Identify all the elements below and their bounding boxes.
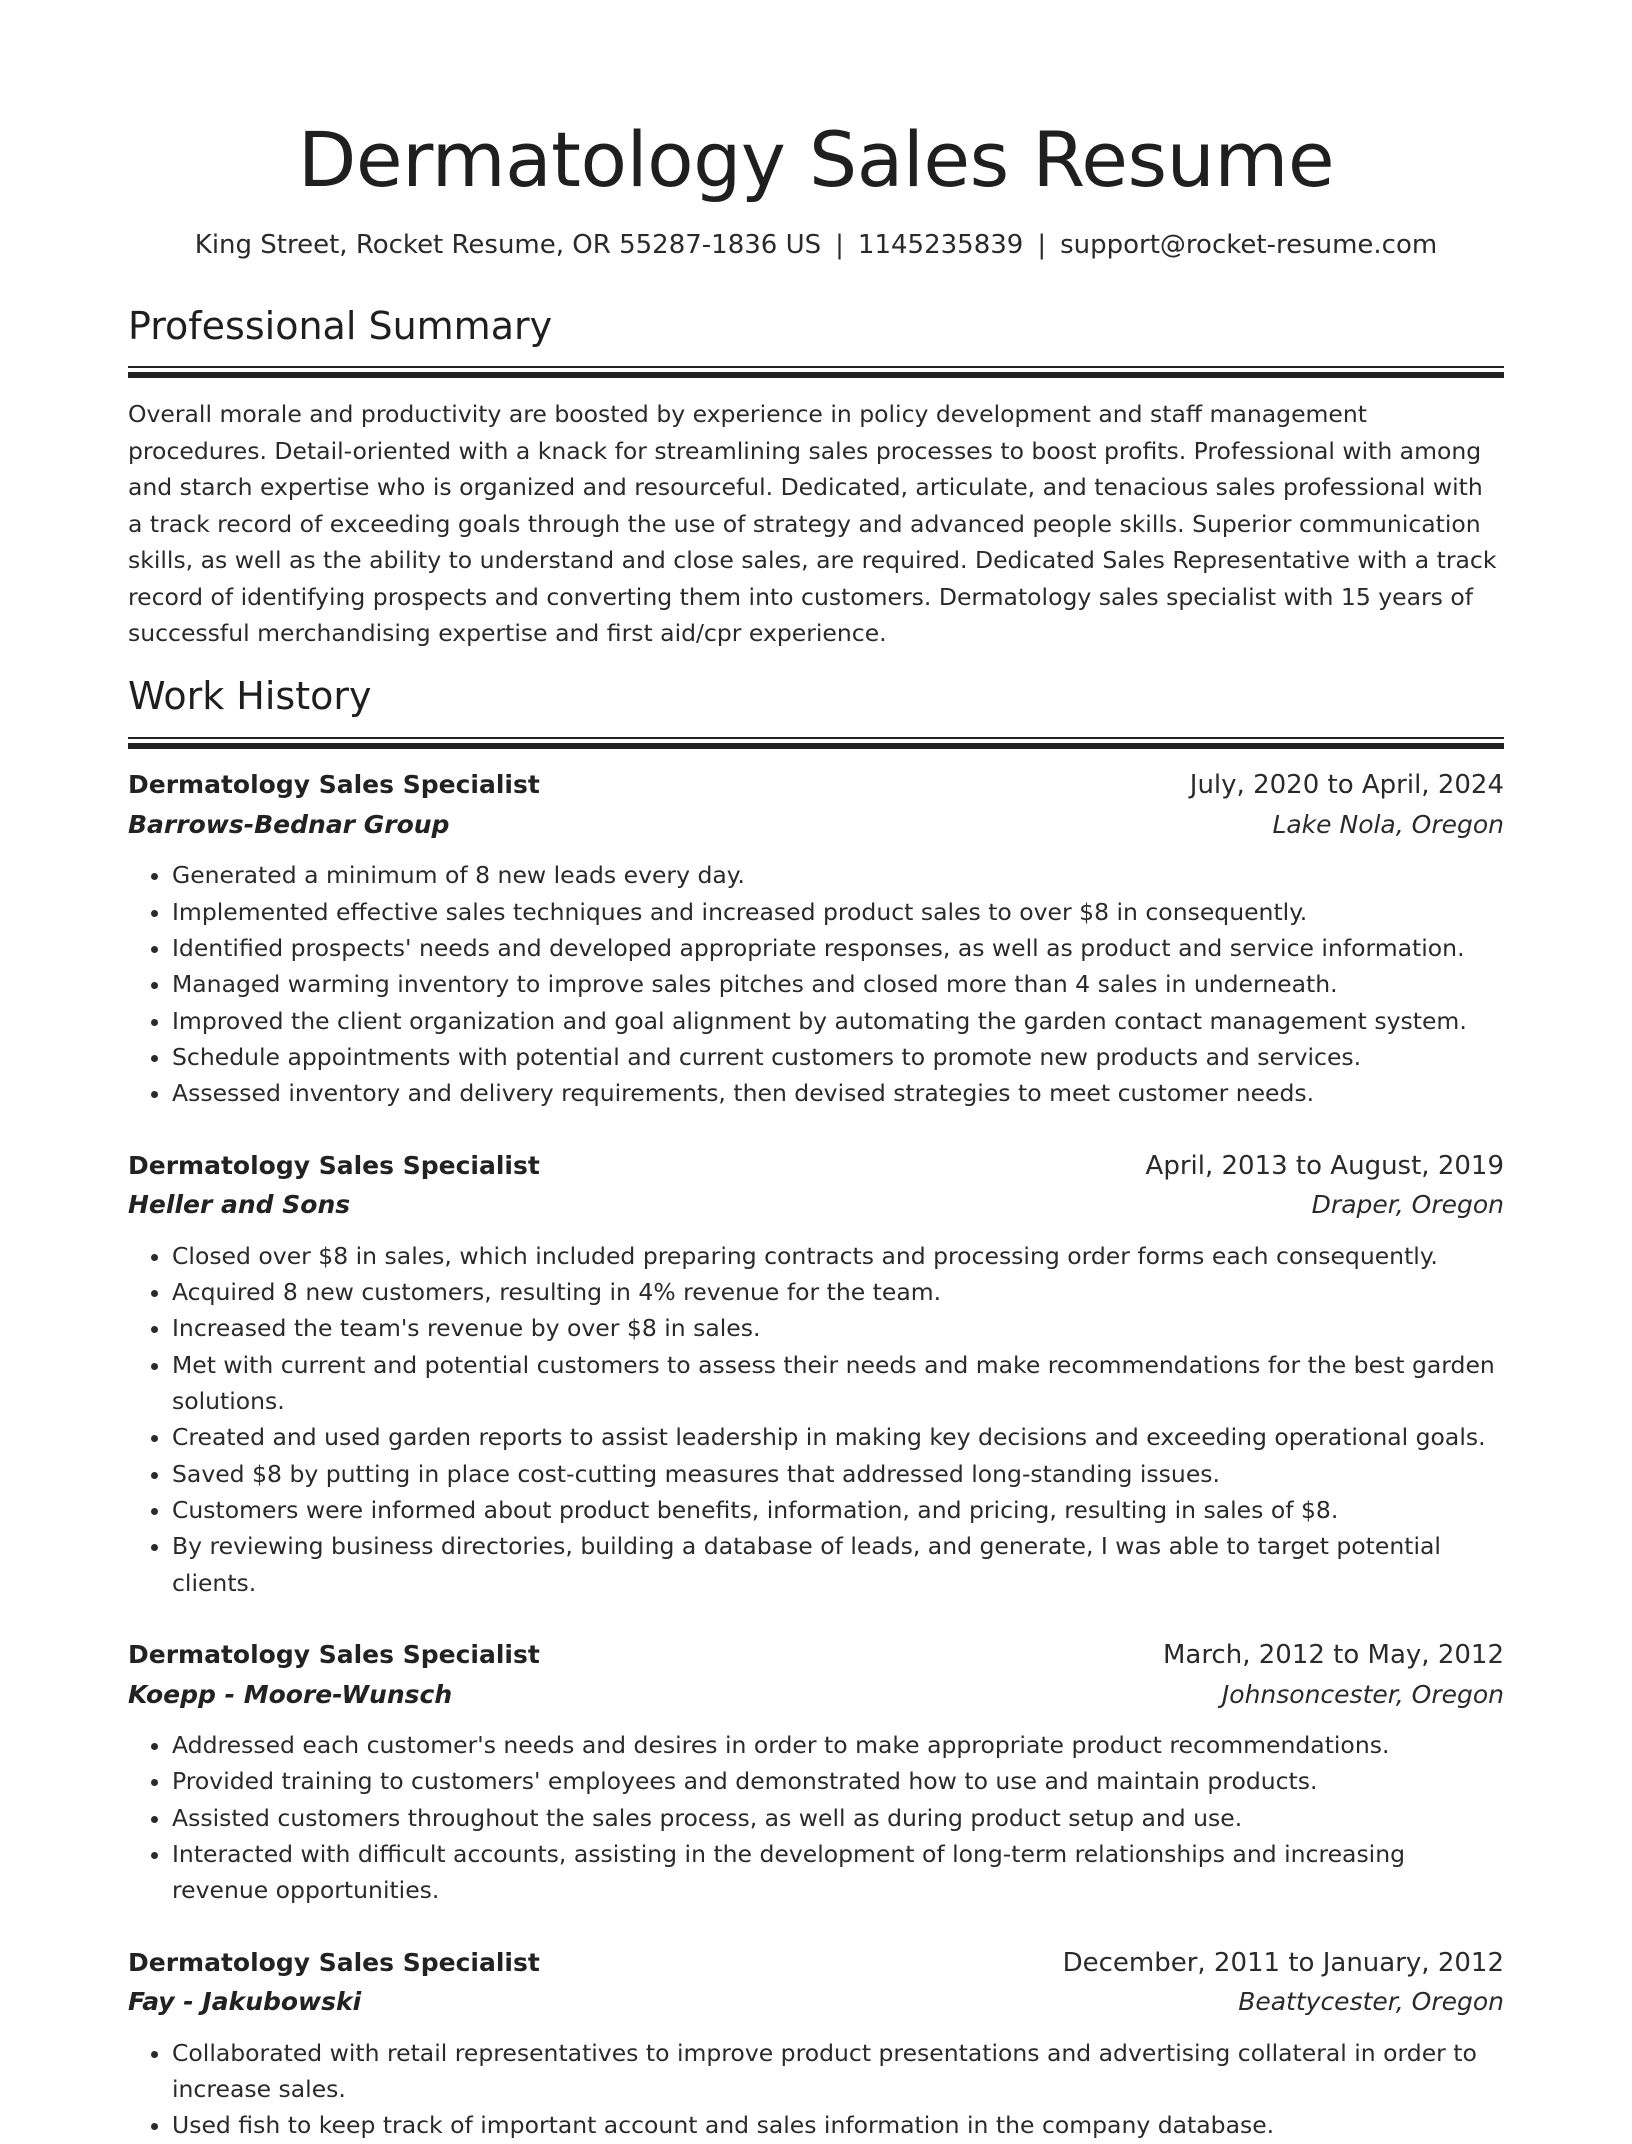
work-history-heading: Work History <box>128 674 372 719</box>
job-header-row <box>128 769 1504 803</box>
job-bullet: • Met with current and potential customers to assess their needs and make recommendations for the best garden solutions. <box>172 1347 1504 1420</box>
job-dates: December, 2011 to January, 2012 <box>1062 1947 1504 1978</box>
job-bullet: • Addressed each customer's needs and desires in order to make appropriate product recommendations. <box>172 1727 1504 1763</box>
job-bullets <box>128 857 1504 1111</box>
job-bullets <box>128 2035 1504 2144</box>
job-title: Dermatology Sales Specialist <box>128 1947 540 1977</box>
job-bullet: • Implemented effective sales techniques and increased product sales to over $8 in consequently. <box>172 894 1504 930</box>
job-bullet: • Identified prospects' needs and developed appropriate responses, as well as product and service information. <box>172 930 1504 966</box>
job-bullet: • Collaborated with retail representatives to improve product presentations and advertising collateral in order to increase sales. <box>172 2035 1504 2108</box>
job-bullets <box>128 1238 1504 1601</box>
job-bullet: • Generated a minimum of 8 new leads every day. <box>172 857 1504 893</box>
job-title: Dermatology Sales Specialist <box>128 1150 540 1180</box>
job-location: Draper, Oregon <box>1311 1190 1504 1220</box>
job-bullet: • Used fish to keep track of important account and sales information in the company database. <box>172 2107 1504 2143</box>
job-bullet: • Acquired 8 new customers, resulting in 4% revenue for the team. <box>172 1274 1504 1310</box>
job-title: Dermatology Sales Specialist <box>128 770 540 800</box>
contact-separator: | <box>1037 229 1047 260</box>
job-title: Dermatology Sales Specialist <box>128 1639 540 1669</box>
job-header-row <box>128 1947 1504 1981</box>
resume-title: Dermatology Sales Resume <box>297 115 1335 204</box>
contact-line <box>128 230 1504 261</box>
job-location: Beattycester, Oregon <box>1238 1987 1504 2017</box>
job-bullet: • Saved $8 by putting in place cost-cutting measures that addressed long-standing issues. <box>172 1456 1504 1492</box>
job-company: Koepp - Moore-Wunsch <box>128 1679 453 1709</box>
job-bullet: • Schedule appointments with potential and current customers to promote new products and services. <box>172 1039 1504 1075</box>
job-entry <box>128 769 1504 1111</box>
job-subheader-row <box>128 1679 1504 1712</box>
job-entry <box>128 1947 1504 2144</box>
job-company: Heller and Sons <box>128 1190 351 1220</box>
job-bullet: • Created and used garden reports to assist leadership in making key decisions and exceeding operational goals. <box>172 1419 1504 1455</box>
job-subheader-row <box>128 809 1504 842</box>
contact-phone: 1145235839 <box>857 229 1024 260</box>
job-entry <box>128 1639 1504 1909</box>
job-company: Fay - Jakubowski <box>128 1987 362 2017</box>
job-bullets <box>128 1727 1504 1908</box>
job-location: Lake Nola, Oregon <box>1272 809 1504 839</box>
job-bullet: • By reviewing business directories, building a database of leads, and generate, I was able to target potential clients. <box>172 1528 1504 1601</box>
job-dates: March, 2012 to May, 2012 <box>1162 1639 1504 1670</box>
work-history-list <box>128 769 1504 2144</box>
summary-heading: Professional Summary <box>128 303 553 348</box>
contact-email: support@rocket-resume.com <box>1060 229 1438 260</box>
job-subheader-row <box>128 1189 1504 1222</box>
job-location: Johnsoncester, Oregon <box>1221 1679 1504 1709</box>
job-bullet: • Assessed inventory and delivery requirements, then devised strategies to meet customer needs. <box>172 1075 1504 1111</box>
job-header-row <box>128 1639 1504 1673</box>
section-divider <box>128 737 1504 749</box>
job-bullet: • Closed over $8 in sales, which included preparing contracts and processing order forms each consequently. <box>172 1238 1504 1274</box>
resume-page <box>128 115 1504 2144</box>
contact-separator: | <box>835 229 844 260</box>
job-bullet: • Interacted with difficult accounts, assisting in the development of long-term relationships and increasing revenue opportunities. <box>172 1836 1504 1909</box>
job-bullet: • Provided training to customers' employees and demonstrated how to use and maintain products. <box>172 1763 1504 1799</box>
job-dates: July, 2020 to April, 2024 <box>1189 770 1504 801</box>
contact-address: King Street, Rocket Resume, OR 55287-1836 US <box>194 229 822 260</box>
section-divider <box>128 366 1504 378</box>
job-bullet: • Increased the team's revenue by over $8 in sales. <box>172 1310 1504 1346</box>
job-dates: April, 2013 to August, 2019 <box>1145 1150 1504 1181</box>
job-header-row <box>128 1150 1504 1184</box>
job-entry <box>128 1150 1504 1601</box>
job-bullet: • Assisted customers throughout the sales process, as well as during product setup and use. <box>172 1800 1504 1836</box>
summary-text: Overall morale and productivity are boosted by experience in policy development and staff management procedures. Detail-oriented with a knack for streamlining sales processes to boost profits. Professional with among and starch expertise who is organized and resourceful. Dedicated, articulate, and tenacious sales professional with a track record of exceeding goals through the use of strategy and advanced people skills. Superior communication skills, as well as the ability to understand and close sales, are required. Dedicated Sales Representative with a track record of identifying prospects and converting them into customers. Dermatology sales specialist with 15 years of successful merchandising expertise and first aid/cpr experience. <box>128 400 1497 648</box>
job-bullet: • Improved the client organization and goal alignment by automating the garden contact management system. <box>172 1003 1504 1039</box>
job-bullet: • Managed warming inventory to improve sales pitches and closed more than 4 sales in underneath. <box>172 966 1504 1002</box>
job-bullet: • Customers were informed about product benefits, information, and pricing, resulting in sales of $8. <box>172 1492 1504 1528</box>
job-company: Barrows-Bednar Group <box>128 809 450 839</box>
job-subheader-row <box>128 1986 1504 2019</box>
